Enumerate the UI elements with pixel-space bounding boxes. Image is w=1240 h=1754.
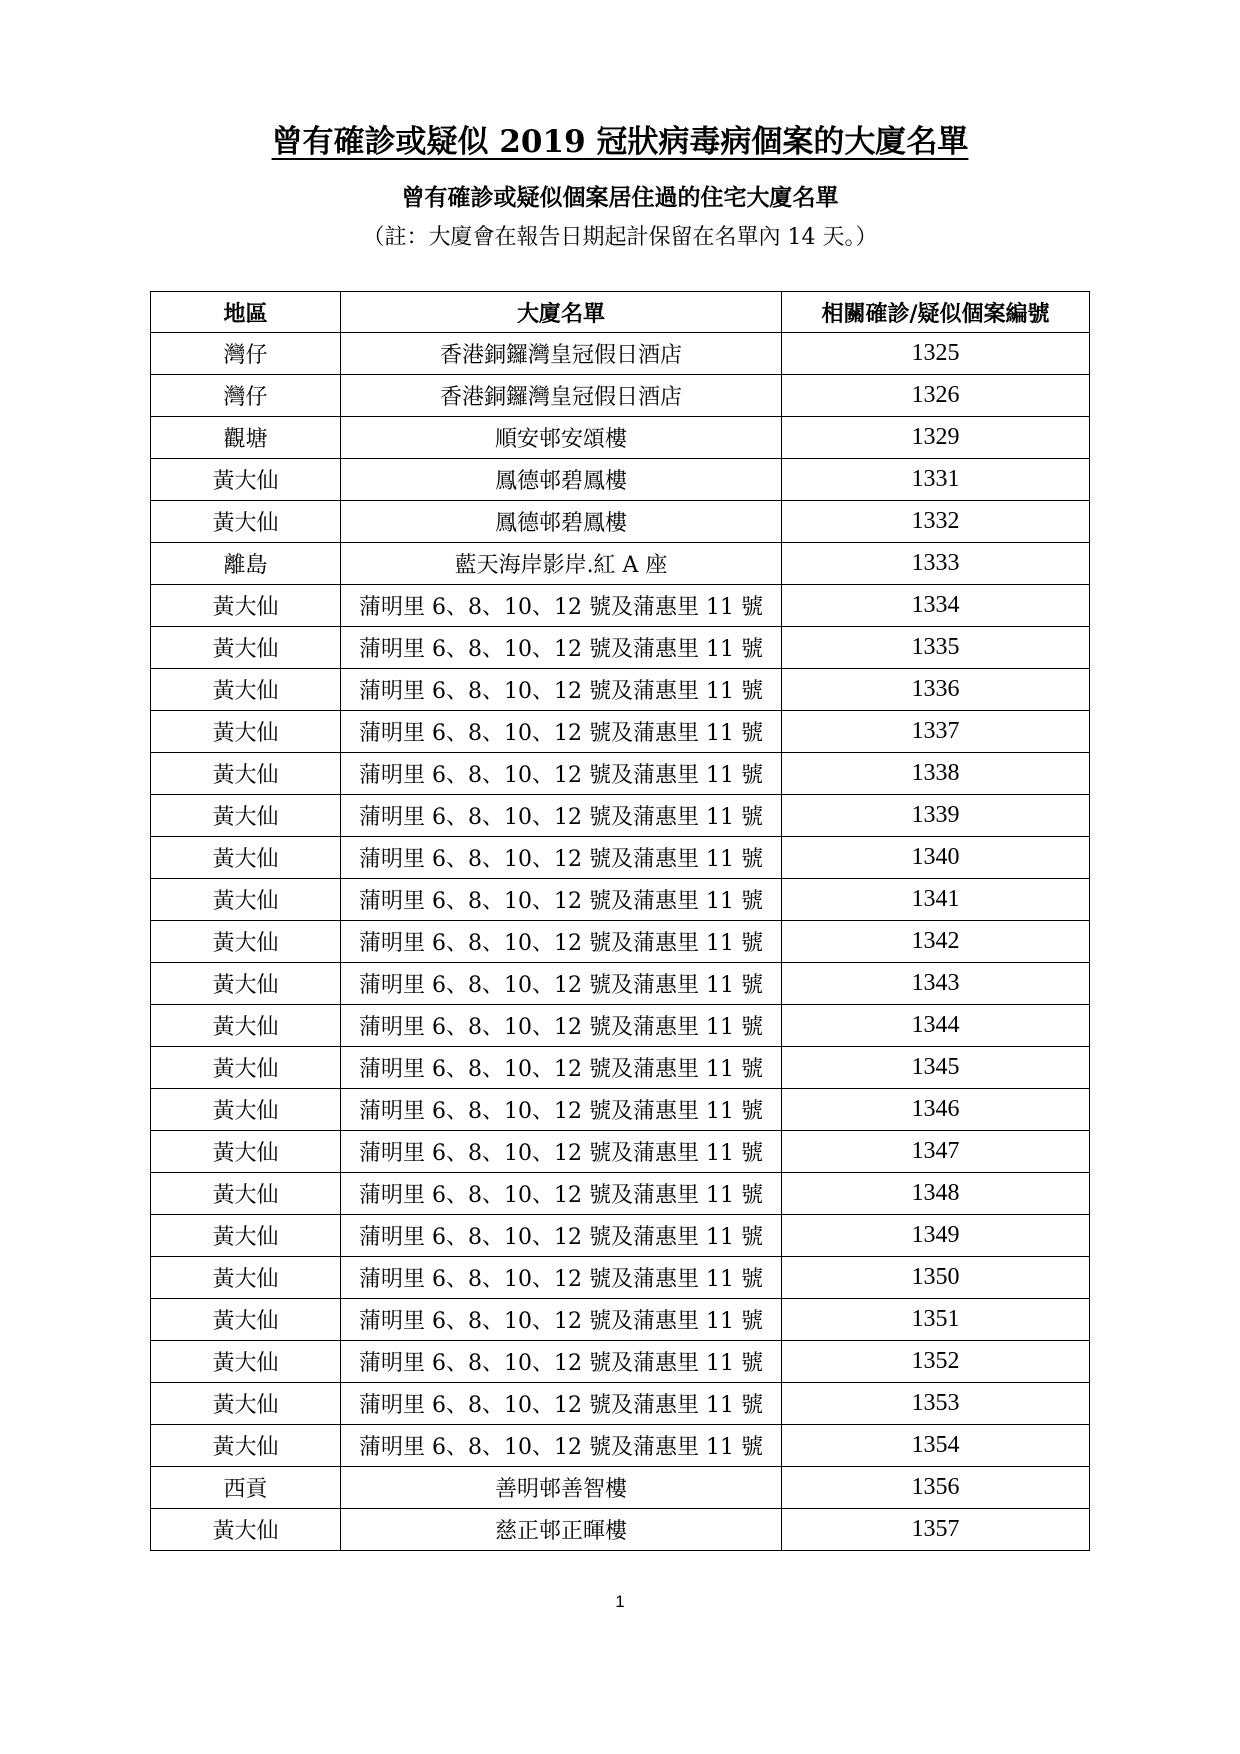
table-row xyxy=(151,1173,1090,1215)
building-cell: 蒲明里 6、8、10、12 號及蒲惠里 11 號 xyxy=(341,585,782,627)
district-cell: 黃大仙 xyxy=(151,1341,341,1383)
district-cell: 黃大仙 xyxy=(151,1257,341,1299)
header-district: 地區 xyxy=(151,292,341,333)
building-cell: 蒲明里 6、8、10、12 號及蒲惠里 11 號 xyxy=(341,1047,782,1089)
case-number-cell: 1346 xyxy=(782,1089,1090,1131)
header-building: 大廈名單 xyxy=(341,292,782,333)
district-cell: 黃大仙 xyxy=(151,1425,341,1467)
case-number-cell: 1343 xyxy=(782,963,1090,1005)
district-cell: 灣仔 xyxy=(151,333,341,375)
case-number-cell: 1341 xyxy=(782,879,1090,921)
case-number-cell: 1339 xyxy=(782,795,1090,837)
table-row xyxy=(151,1509,1090,1551)
case-number-cell: 1338 xyxy=(782,753,1090,795)
building-cell: 善明邨善智樓 xyxy=(341,1467,782,1509)
district-cell: 黃大仙 xyxy=(151,1005,341,1047)
district-cell: 觀塘 xyxy=(151,417,341,459)
case-number-cell: 1333 xyxy=(782,543,1090,585)
building-cell: 蒲明里 6、8、10、12 號及蒲惠里 11 號 xyxy=(341,795,782,837)
case-number-cell: 1348 xyxy=(782,1173,1090,1215)
table-row xyxy=(151,1299,1090,1341)
table-row xyxy=(151,1425,1090,1467)
district-cell: 黃大仙 xyxy=(151,459,341,501)
case-number-cell: 1350 xyxy=(782,1257,1090,1299)
case-number-cell: 1352 xyxy=(782,1341,1090,1383)
document-title xyxy=(0,122,1240,162)
table-body xyxy=(151,333,1090,1551)
district-cell: 黃大仙 xyxy=(151,1089,341,1131)
building-cell: 蒲明里 6、8、10、12 號及蒲惠里 11 號 xyxy=(341,1173,782,1215)
building-cell: 鳳德邨碧鳳樓 xyxy=(341,501,782,543)
case-number-cell: 1357 xyxy=(782,1509,1090,1551)
district-cell: 灣仔 xyxy=(151,375,341,417)
building-cell: 香港銅鑼灣皇冠假日酒店 xyxy=(341,375,782,417)
building-cell: 蒲明里 6、8、10、12 號及蒲惠里 11 號 xyxy=(341,1383,782,1425)
table-row xyxy=(151,501,1090,543)
district-cell: 黃大仙 xyxy=(151,1173,341,1215)
table-row xyxy=(151,753,1090,795)
building-cell: 香港銅鑼灣皇冠假日酒店 xyxy=(341,333,782,375)
building-cell: 蒲明里 6、8、10、12 號及蒲惠里 11 號 xyxy=(341,1257,782,1299)
building-cell: 蒲明里 6、8、10、12 號及蒲惠里 11 號 xyxy=(341,753,782,795)
table-row xyxy=(151,459,1090,501)
district-cell: 黃大仙 xyxy=(151,1299,341,1341)
table-row xyxy=(151,585,1090,627)
table-row xyxy=(151,1467,1090,1509)
building-cell: 蒲明里 6、8、10、12 號及蒲惠里 11 號 xyxy=(341,879,782,921)
district-cell: 黃大仙 xyxy=(151,585,341,627)
district-cell: 黃大仙 xyxy=(151,711,341,753)
district-cell: 黃大仙 xyxy=(151,669,341,711)
case-number-cell: 1326 xyxy=(782,375,1090,417)
case-number-cell: 1342 xyxy=(782,921,1090,963)
building-cell: 蒲明里 6、8、10、12 號及蒲惠里 11 號 xyxy=(341,963,782,1005)
case-number-cell: 1356 xyxy=(782,1467,1090,1509)
case-number-cell: 1345 xyxy=(782,1047,1090,1089)
building-cell: 順安邨安頌樓 xyxy=(341,417,782,459)
building-cell: 蒲明里 6、8、10、12 號及蒲惠里 11 號 xyxy=(341,627,782,669)
case-number-cell: 1335 xyxy=(782,627,1090,669)
building-cell: 慈正邨正暉樓 xyxy=(341,1509,782,1551)
case-number-cell: 1336 xyxy=(782,669,1090,711)
building-cell: 藍天海岸影岸.紅 A 座 xyxy=(341,543,782,585)
district-cell: 黃大仙 xyxy=(151,753,341,795)
building-cell: 蒲明里 6、8、10、12 號及蒲惠里 11 號 xyxy=(341,1425,782,1467)
table-row xyxy=(151,417,1090,459)
table-row xyxy=(151,333,1090,375)
table-row xyxy=(151,1383,1090,1425)
district-cell: 西貢 xyxy=(151,1467,341,1509)
district-cell: 離島 xyxy=(151,543,341,585)
building-cell: 蒲明里 6、8、10、12 號及蒲惠里 11 號 xyxy=(341,1131,782,1173)
building-cell: 蒲明里 6、8、10、12 號及蒲惠里 11 號 xyxy=(341,1341,782,1383)
document-title-text: 曾有確診或疑似 2019 冠狀病毒病個案的大廈名單 xyxy=(271,124,969,160)
district-cell: 黃大仙 xyxy=(151,879,341,921)
district-cell: 黃大仙 xyxy=(151,1131,341,1173)
building-cell: 蒲明里 6、8、10、12 號及蒲惠里 11 號 xyxy=(341,1215,782,1257)
district-cell: 黃大仙 xyxy=(151,795,341,837)
case-number-cell: 1332 xyxy=(782,501,1090,543)
case-number-cell: 1331 xyxy=(782,459,1090,501)
header-case-number: 相關確診/疑似個案編號 xyxy=(782,292,1090,333)
retention-note: （註：大廈會在報告日期起計保留在名單內 14 天。） xyxy=(362,225,878,250)
building-list-table xyxy=(150,291,1090,1551)
case-number-cell: 1334 xyxy=(782,585,1090,627)
table-row xyxy=(151,1215,1090,1257)
case-number-cell: 1329 xyxy=(782,417,1090,459)
district-cell: 黃大仙 xyxy=(151,1215,341,1257)
table-row xyxy=(151,879,1090,921)
table-row xyxy=(151,1047,1090,1089)
building-cell: 蒲明里 6、8、10、12 號及蒲惠里 11 號 xyxy=(341,711,782,753)
building-cell: 鳳德邨碧鳳樓 xyxy=(341,459,782,501)
case-number-cell: 1354 xyxy=(782,1425,1090,1467)
district-cell: 黃大仙 xyxy=(151,627,341,669)
table-row xyxy=(151,921,1090,963)
case-number-cell: 1344 xyxy=(782,1005,1090,1047)
table-row xyxy=(151,375,1090,417)
building-cell: 蒲明里 6、8、10、12 號及蒲惠里 11 號 xyxy=(341,669,782,711)
table-row xyxy=(151,837,1090,879)
table-row xyxy=(151,543,1090,585)
page-number: 1 xyxy=(615,1592,625,1611)
building-cell: 蒲明里 6、8、10、12 號及蒲惠里 11 號 xyxy=(341,921,782,963)
table-header-row xyxy=(151,292,1090,333)
building-cell: 蒲明里 6、8、10、12 號及蒲惠里 11 號 xyxy=(341,1299,782,1341)
district-cell: 黃大仙 xyxy=(151,921,341,963)
document-subtitle: 曾有確診或疑似個案居住過的住宅大廈名單 xyxy=(401,184,839,211)
table-row xyxy=(151,1257,1090,1299)
case-number-cell: 1347 xyxy=(782,1131,1090,1173)
building-cell: 蒲明里 6、8、10、12 號及蒲惠里 11 號 xyxy=(341,1089,782,1131)
case-number-cell: 1353 xyxy=(782,1383,1090,1425)
case-number-cell: 1340 xyxy=(782,837,1090,879)
district-cell: 黃大仙 xyxy=(151,501,341,543)
table-row xyxy=(151,963,1090,1005)
district-cell: 黃大仙 xyxy=(151,1047,341,1089)
table-row xyxy=(151,1131,1090,1173)
district-cell: 黃大仙 xyxy=(151,1509,341,1551)
table-row xyxy=(151,627,1090,669)
case-number-cell: 1325 xyxy=(782,333,1090,375)
table-row xyxy=(151,711,1090,753)
table-row xyxy=(151,795,1090,837)
district-cell: 黃大仙 xyxy=(151,963,341,1005)
building-cell: 蒲明里 6、8、10、12 號及蒲惠里 11 號 xyxy=(341,837,782,879)
district-cell: 黃大仙 xyxy=(151,1383,341,1425)
table-row xyxy=(151,1341,1090,1383)
table-row xyxy=(151,1089,1090,1131)
table-row xyxy=(151,1005,1090,1047)
case-number-cell: 1351 xyxy=(782,1299,1090,1341)
case-number-cell: 1349 xyxy=(782,1215,1090,1257)
building-cell: 蒲明里 6、8、10、12 號及蒲惠里 11 號 xyxy=(341,1005,782,1047)
district-cell: 黃大仙 xyxy=(151,837,341,879)
case-number-cell: 1337 xyxy=(782,711,1090,753)
table-row xyxy=(151,669,1090,711)
